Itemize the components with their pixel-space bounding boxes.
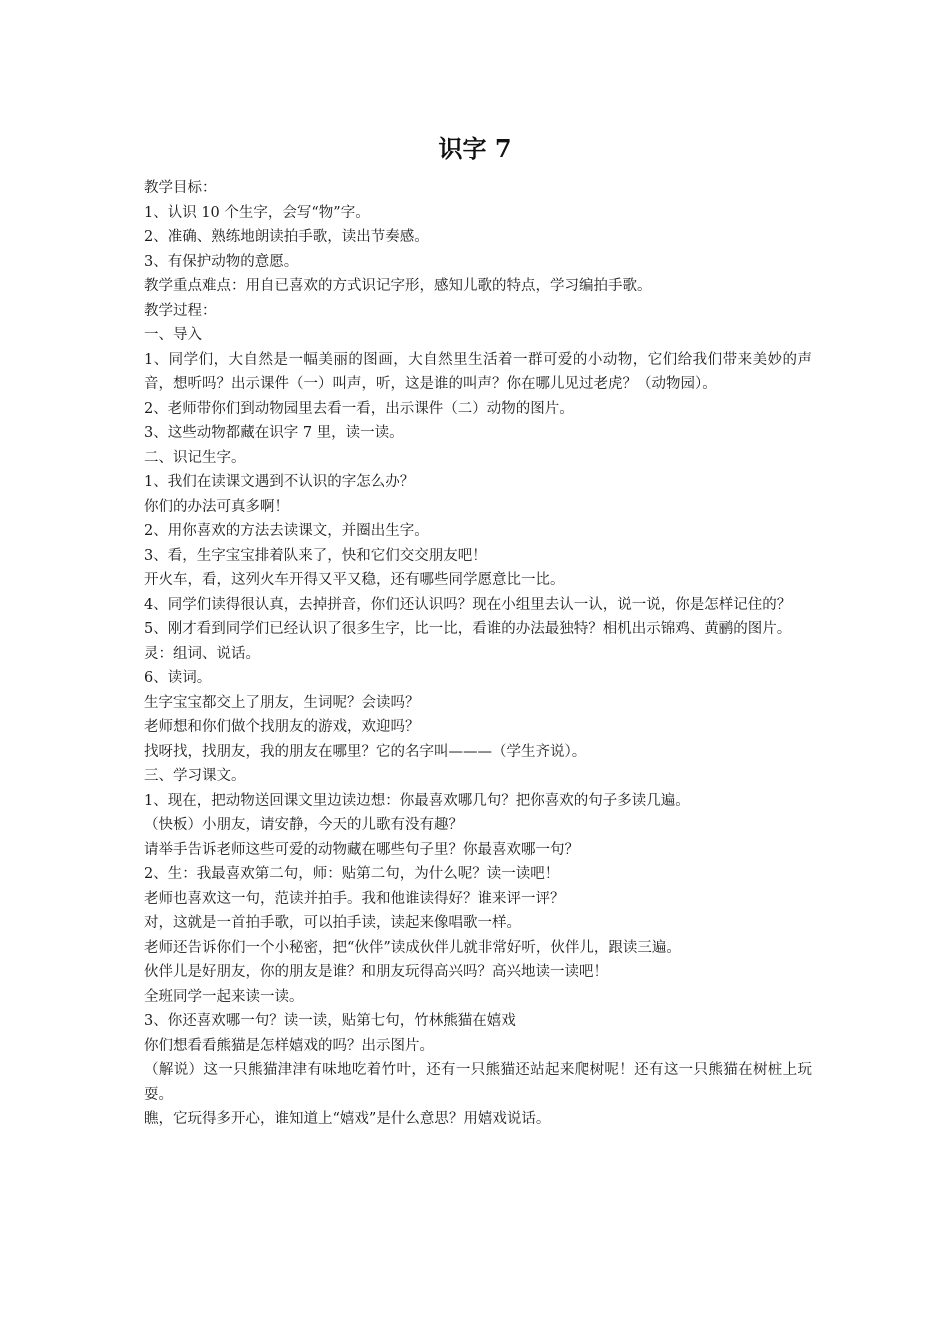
paragraph: （解说）这一只熊猫津津有味地吃着竹叶，还有一只熊猫还站起来爬树呢！还有这一只熊猫在树桩上玩耍。 xyxy=(144,1062,812,1103)
paragraph: 二、识记生字。 xyxy=(144,449,246,466)
paragraph: 老师想和你们做个找朋友的游戏，欢迎吗？ xyxy=(144,719,420,735)
paragraph: 开火车，看，这列火车开得又平又稳，还有哪些同学愿意比一比。 xyxy=(144,572,565,588)
document-title: 识字 7 xyxy=(438,134,512,163)
paragraph: 生字宝宝都交上了朋友，生词呢？会读吗？ xyxy=(144,694,420,711)
paragraph: 3、你还喜欢哪一句？读一读，贴第七句，竹林熊猫在嬉戏 xyxy=(144,1013,516,1029)
paragraph: 1、我们在读课文遇到不认识的字怎么办？ xyxy=(144,474,415,490)
paragraph: 3、看，生字宝宝排着队来了，快和它们交交朋友吧！ xyxy=(144,547,487,564)
paragraph: 瞧，它玩得多开心，谁知道上“嬉戏”是什么意思？用嬉戏说话。 xyxy=(144,1111,551,1127)
paragraph: 5、刚才看到同学们已经认识了很多生字，比一比，看谁的办法最独特？相机出示锦鸡、黄鹂的图片。 xyxy=(144,621,792,637)
paragraph: 教学过程： xyxy=(144,302,217,319)
paragraph: 请举手告诉老师这些可爱的动物藏在哪些句子里？你最喜欢哪一句？ xyxy=(144,841,579,858)
paragraph: 灵：组词、说话。 xyxy=(144,645,260,662)
paragraph: （快板）小朋友，请安静，今天的儿歌有没有趣？ xyxy=(144,817,463,833)
paragraph: 伙伴儿是好朋友，你的朋友是谁？和朋友玩得高兴吗？高兴地读一读吧！ xyxy=(144,964,608,980)
paragraph: 教学目标： xyxy=(144,180,217,196)
paragraph: 老师还告诉你们一个小秘密，把“伙伴”读成伙伴儿就非常好听，伙伴儿，跟读三遍。 xyxy=(144,939,681,956)
paragraph: 你们想看看熊猫是怎样嬉戏的吗？出示图片。 xyxy=(144,1037,434,1054)
paragraph: 1、认识 10 个生字，会写“物”字。 xyxy=(144,204,370,221)
paragraph: 三、学习课文。 xyxy=(144,768,246,784)
paragraph: 2、老师带你们到动物园里去看一看，出示课件（二）动物的图片。 xyxy=(144,400,574,417)
paragraph: 你们的办法可真多啊！ xyxy=(144,498,289,515)
paragraph: 3、有保护动物的意愿。 xyxy=(144,253,299,270)
paragraph: 2、生：我最喜欢第二句，师：贴第二句，为什么呢？读一读吧！ xyxy=(144,866,560,882)
paragraph: 全班同学一起来读一读。 xyxy=(144,988,304,1005)
paragraph: 对，这就是一首拍手歌，可以拍手读，读起来像唱歌一样。 xyxy=(144,915,521,931)
paragraph: 1、同学们，大自然是一幅美丽的图画，大自然里生活着一群可爱的小动物，它们给我们带来美妙的声音，想听吗？出示课件（一）叫声，听，这是谁的叫声？你在哪儿见过老虎？（动物园）。 xyxy=(144,351,812,392)
paragraph: 2、准确、熟练地朗读拍手歌，读出节奏感。 xyxy=(144,229,429,245)
paragraph: 2、用你喜欢的方法去读课文，并圈出生字。 xyxy=(144,523,429,539)
paragraph: 6、读词。 xyxy=(144,670,212,686)
paragraph: 一、导入 xyxy=(144,327,202,343)
paragraph: 老师也喜欢这一句，范读并拍手。我和他谁读得好？谁来评一评？ xyxy=(144,890,565,907)
paragraph: 4、同学们读得很认真，去掉拼音，你们还认识吗？现在小组里去认一认，说一说，你是怎样记住的？ xyxy=(144,596,792,613)
paragraph: 1、现在，把动物送回课文里边读边想：你最喜欢哪几句？把你喜欢的句子多读几遍。 xyxy=(144,792,690,809)
paragraph: 教学重点难点：用自已喜欢的方式识记字形，感知儿歌的特点，学习编拍手歌。 xyxy=(144,278,652,294)
paragraph: 找呀找，找朋友，我的朋友在哪里？它的名字叫———（学生齐说）。 xyxy=(144,743,587,760)
document-body xyxy=(144,176,812,1132)
paragraph: 3、这些动物都藏在识字 7 里，读一读。 xyxy=(144,425,404,441)
